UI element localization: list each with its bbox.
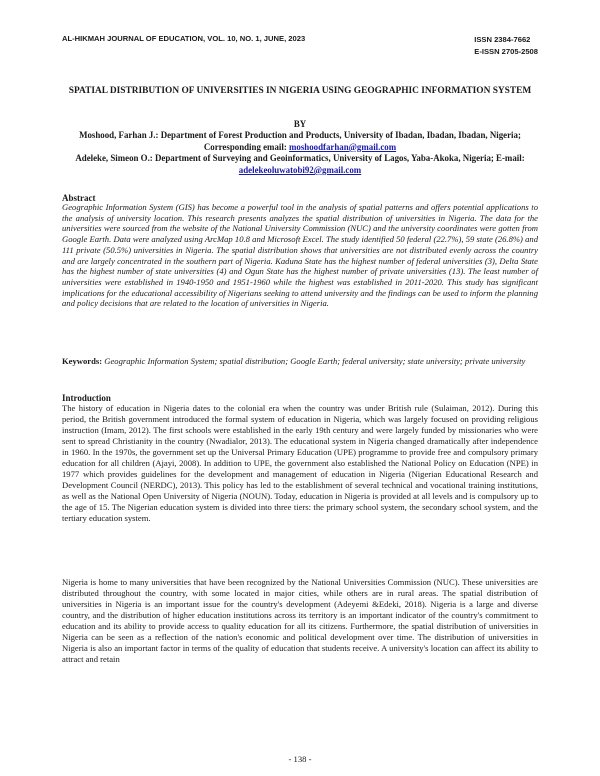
journal-citation: AL-HIKMAH JOURNAL OF EDUCATION, VOL. 10, NO. 1, JUNE, 2023 (62, 34, 306, 43)
keywords-text: Geographic Information System; spatial distribution; Google Earth; federal university; state university; private university (104, 356, 526, 366)
author-1-email-link[interactable]: moshoodfarhan@gmail.com (289, 141, 397, 152)
issn-block (474, 34, 538, 58)
introduction-heading: Introduction (62, 393, 111, 403)
page-number: - 138 - (288, 754, 312, 764)
eissn: E-ISSN 2705-2508 (474, 47, 538, 56)
author-1-affiliation: Moshood, Farhan J.: Department of Forest Production and Products, University of Ibadan, Ibadan, Ibadan, Nigeria; Corresponding email: (79, 130, 521, 152)
by-label: BY (293, 119, 307, 129)
author-1 (64, 130, 536, 153)
author-2-email-link[interactable]: adelekeoluwatobi92@gmail.com (238, 164, 362, 175)
introduction-paragraph-2: Nigeria is home to many universities that have been recognized by the National Universities Commission (NUC). These universities are distributed throughout the country, with some located in major cities, while others are in rural areas. The spatial distribution of universities in Nigeria is an important issue for the country's development (Adeyemi &Edeki, 2018). Nigeria is a large and diverse country, and the distribution of higher education institutions across its territory is an important indicator of the country's commitment to education and its ability to provide access to quality education for all its citizens. Furthermore, the spatial distribution of universities in Nigeria can be seen as a reflection of the nation's economic and political development over time. The distribution of universities in Nigeria is also an important factor in terms of the quality of education that students receive. A university's location can affect its ability to attract and retain (62, 577, 538, 665)
keywords-label: Keywords: (62, 356, 103, 366)
author-2 (64, 153, 536, 176)
keywords (62, 356, 538, 367)
author-block (64, 130, 536, 176)
running-header (62, 34, 538, 64)
abstract-heading: Abstract (62, 193, 96, 203)
introduction-paragraph-1: The history of education in Nigeria dates to the colonial era when the country was under British rule (Sulaiman, 2012). During this period, the British government introduced the formal system of education in Nigeria, which was largely focused on providing religious instruction (Imam, 2012). The first schools were established in the early 19th century and were largely funded by missionaries who were sent to spread Christianity in the country (Nwadialor, 2013). The educational system in Nigeria changed dramatically after independence in 1960. In the 1970s, the government set up the Universal Primary Education (UPE) programme to provide free and compulsory primary education for all children (Ajayi, 2008). In addition to UPE, the government also established the National Policy on Education (NPE) in 1977 which provides guidelines for the development and management of education in Nigeria (Nigerian Educational Research and Development Council (NERDC), 2013). This policy has led to the establishment of several technical and vocational training institutions, as well as the National Open University of Nigeria (NOUN). Today, education in Nigeria is provided at all levels and is compulsory up to the age of 15. The Nigerian education system is divided into three tiers: the primary school system, the secondary school system, and the tertiary education system. (62, 403, 538, 524)
abstract-body: Geographic Information System (GIS) has become a powerful tool in the analysis of spatial patterns and offers potential applications to the analysis of university location. This research presents analyzes the spatial distribution of universities in Nigeria. The data for the universities were sourced from the website of the National University Commission (NUC) and the university coordinates were gotten from Google Earth. Data were analyzed using ArcMap 10.8 and Microsoft Excel. The study identified 50 federal (22.7%), 59 state (26.8%) and 111 private (50.5%) universities in Nigeria. The spatial distribution shows that universities are not distributed evenly across the country and are largely concentrated in the southern part of Nigeria. Kaduna State has the highest number of federal universities (3), Delta State has the highest number of state universities (4) and Ogun State has the highest number of private universities (13). The least number of universities were established in 1940-1950 and 1951-1960 while the highest was established in 2011-2020. This study has significant implications for the educational accessibility of Nigerians seeking to attend university and the findings can be used to inform the planning and policy decisions that are related to the location of universities in Nigeria. (62, 202, 538, 309)
issn: ISSN 2384-7662 (474, 35, 531, 44)
paper-title: SPATIAL DISTRIBUTION OF UNIVERSITIES IN NIGERIA USING GEOGRAPHIC INFORMATION SYSTEM (68, 86, 532, 96)
author-2-affiliation: Adeleke, Simeon O.: Department of Surveying and Geoinformatics, University of Lagos, Yaba-Akoka, Nigeria; E-mail: (75, 153, 525, 164)
